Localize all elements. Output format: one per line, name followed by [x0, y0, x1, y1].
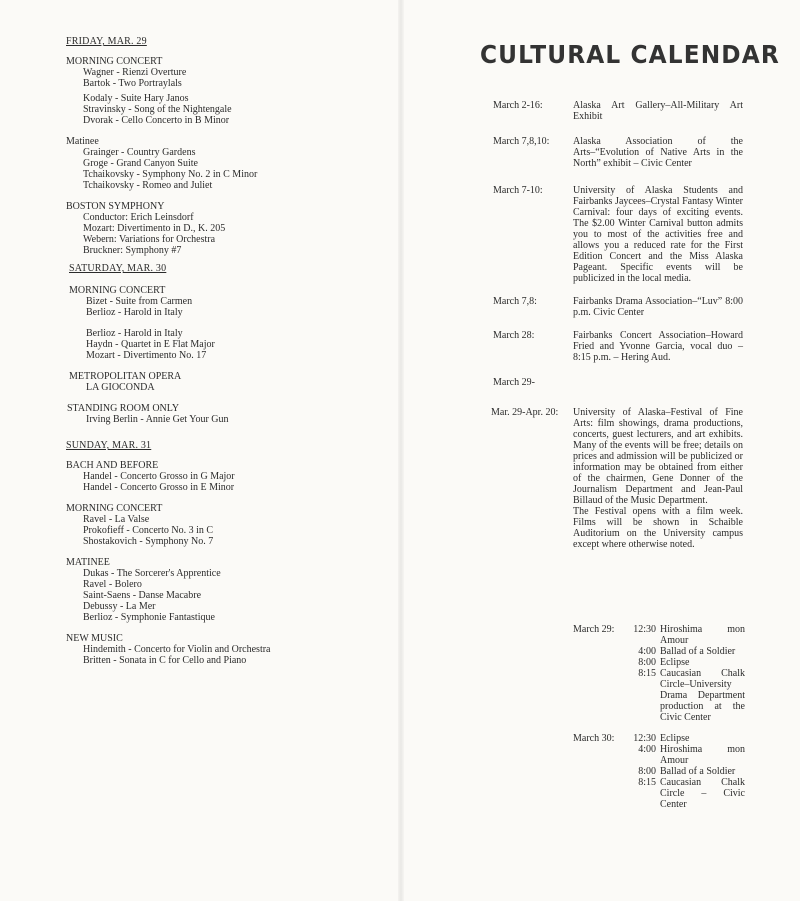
film-date: [573, 657, 628, 668]
day-heading-saturday: SATURDAY, MAR. 30: [69, 263, 167, 274]
event-text: Fairbanks Concert Association–Howard Fried and Yvonne Garcia, vocal duo – 8:15 p.m. – Hering Aud.: [573, 330, 743, 363]
event-date: March 29-: [493, 377, 535, 388]
film-title: Hiroshima mon Amour: [660, 624, 745, 646]
section-title: Matinee: [66, 136, 99, 147]
program-item: Handel - Concerto Grosso in E Minor: [83, 482, 235, 493]
event-text: Alaska Association of the Arts–“Evolution of Native Arts in the North” exhibit – Civic Center: [573, 136, 743, 169]
program-item: Dvorak - Cello Concerto in B Minor: [83, 115, 230, 126]
film-time: 4:00: [638, 744, 656, 755]
section-title: NEW MUSIC: [66, 633, 123, 644]
program-item: Hindemith - Concerto for Violin and Orchestra: [83, 644, 271, 655]
film-date: [573, 668, 628, 723]
film-row: [573, 646, 745, 657]
concert-program-column: [66, 36, 386, 666]
program-item: Handel - Concerto Grosso in G Major: [83, 471, 235, 482]
film-date: March 29:: [573, 624, 615, 635]
event-text-continued: The Festival opens with a film week. Films will be shown in Schaible Auditorium on the University campus except where otherwise noted.: [573, 506, 743, 550]
film-time: 12:30: [633, 733, 656, 744]
section-title: MORNING CONCERT: [69, 285, 166, 296]
program-item: Webern: Variations for Orchestra: [83, 234, 216, 245]
film-schedule-march-29: [573, 624, 745, 723]
calendar-event: [493, 136, 743, 169]
film-date: [573, 777, 628, 810]
program-item: Berlioz - Symphonie Fantastique: [83, 612, 215, 623]
event-text: University of Alaska Students and Fairbanks Jaycees–Crystal Fantasy Winter Carnival: four days of exciting events. The $2.00 Winter Carnival button admits you to most of the activities free and allows you a reduced rate for the First Edition Concert and the Miss Alaska Pageant. Specific events will be publicized in the local media.: [573, 185, 743, 284]
page-title: CULTURAL CALENDAR: [480, 40, 780, 69]
program-item: Stravinsky - Song of the Nightengale: [83, 104, 232, 115]
program-item: Mozart - Divertimento No. 17: [86, 350, 207, 361]
program-item: Haydn - Quartet in E Flat Major: [86, 339, 215, 350]
film-title: Eclipse: [660, 733, 690, 744]
calendar-event: [493, 296, 743, 318]
calendar-event: [493, 100, 743, 122]
program-item: Ravel - Bolero: [83, 579, 142, 590]
program-item: Berlioz - Harold in Italy: [86, 307, 183, 318]
film-schedule-march-30: [573, 733, 745, 810]
event-date: March 7,8:: [493, 296, 537, 307]
program-item: Berlioz - Harold in Italy: [86, 328, 183, 339]
film-title: Ballad of a Soldier: [660, 646, 736, 657]
program-item: Irving Berlin - Annie Get Your Gun: [86, 414, 229, 425]
film-time: 8:00: [638, 657, 656, 668]
film-time: 4:00: [638, 646, 656, 657]
section-title: MORNING CONCERT: [66, 56, 163, 67]
film-time: 12:30: [633, 624, 656, 635]
film-row: [573, 657, 745, 668]
program-item: Tchaikovsky - Romeo and Juliet: [83, 180, 213, 191]
event-date: March 2-16:: [493, 100, 543, 111]
section-title: METROPOLITAN OPERA: [69, 371, 182, 382]
program-item: Bartok - Two Portraylals: [83, 78, 182, 89]
film-title: Caucasian Chalk Circle – Civic Center: [660, 777, 745, 810]
program-item: Kodaly - Suite Hary Janos: [83, 93, 189, 104]
event-date: March 7,8,10:: [493, 136, 550, 147]
program-item: Groge - Grand Canyon Suite: [83, 158, 198, 169]
program-item: Tchaikovsky - Symphony No. 2 in C Minor: [83, 169, 258, 180]
section-title: MATINEE: [66, 557, 110, 568]
section-title: STANDING ROOM ONLY: [67, 403, 180, 414]
section-title: BACH AND BEFORE: [66, 460, 159, 471]
program-item: Bizet - Suite from Carmen: [86, 296, 193, 307]
day-heading-friday: FRIDAY, MAR. 29: [66, 36, 147, 47]
film-title: Caucasian Chalk Circle–University Drama Department production at the Civic Center: [660, 668, 745, 723]
event-body: [573, 407, 743, 550]
film-title: Ballad of a Soldier: [660, 766, 736, 777]
film-date: [573, 766, 628, 777]
event-text: Fairbanks Drama Association–“Luv” 8:00 p.m. Civic Center: [573, 296, 743, 318]
film-time: 8:15: [638, 777, 656, 788]
film-title: Eclipse: [660, 657, 690, 668]
program-item: Bruckner: Symphony #7: [83, 245, 182, 256]
program-item: Prokofieff - Concerto No. 3 in C: [83, 525, 214, 536]
program-item: Grainger - Country Gardens: [83, 147, 196, 158]
event-text: University of Alaska–Festival of Fine Arts: film showings, drama productions, concerts, guest lecturers, and art exhibits. Many of the events will be free; details on prices and admission will be publicized or information may be obtained from either of the chairmen, Gene Donner of the Journalism Department and Jean-Paul Billaud of the Music Department.: [573, 407, 743, 506]
film-row: [573, 766, 745, 777]
day-heading-sunday: SUNDAY, MAR. 31: [66, 440, 152, 451]
program-item: Britten - Sonata in C for Cello and Piano: [83, 655, 247, 666]
calendar-event: [493, 330, 743, 363]
event-text: Alaska Art Gallery–All-Military Art Exhibit: [573, 100, 743, 122]
event-text: [573, 377, 743, 388]
calendar-events: [493, 100, 743, 562]
calendar-event: [493, 377, 743, 388]
event-date: Mar. 29-Apr. 20:: [491, 407, 559, 418]
film-title: Hiroshima mon Amour: [660, 744, 745, 766]
event-date: March 28:: [493, 330, 535, 341]
film-date: March 30:: [573, 733, 615, 744]
program-item: Shostakovich - Symphony No. 7: [83, 536, 214, 547]
program-item: Ravel - La Valse: [83, 514, 150, 525]
program-item: Mozart: Divertimento in D., K. 205: [83, 223, 226, 234]
program-item: Saint-Saens - Danse Macabre: [83, 590, 202, 601]
film-date: [573, 744, 628, 766]
program-item: Debussy - La Mer: [83, 601, 156, 612]
program-item: Wagner - Rienzi Overture: [83, 67, 187, 78]
film-row: [573, 668, 745, 723]
program-item: Conductor: Erich Leinsdorf: [83, 212, 194, 223]
program-item: Dukas - The Sorcerer's Apprentice: [83, 568, 221, 579]
film-row: [573, 777, 745, 810]
section-title: MORNING CONCERT: [66, 503, 163, 514]
event-date: March 7-10:: [493, 185, 543, 196]
calendar-event: [493, 185, 743, 284]
film-time: 8:00: [638, 766, 656, 777]
film-row: [573, 744, 745, 766]
section-title: BOSTON SYMPHONY: [66, 201, 165, 212]
film-time: 8:15: [638, 668, 656, 679]
program-item: LA GIOCONDA: [86, 382, 155, 393]
page-fold: [398, 0, 404, 901]
calendar-event: [491, 407, 743, 550]
film-row: [573, 624, 745, 646]
film-date: [573, 646, 628, 657]
film-row: [573, 733, 745, 744]
